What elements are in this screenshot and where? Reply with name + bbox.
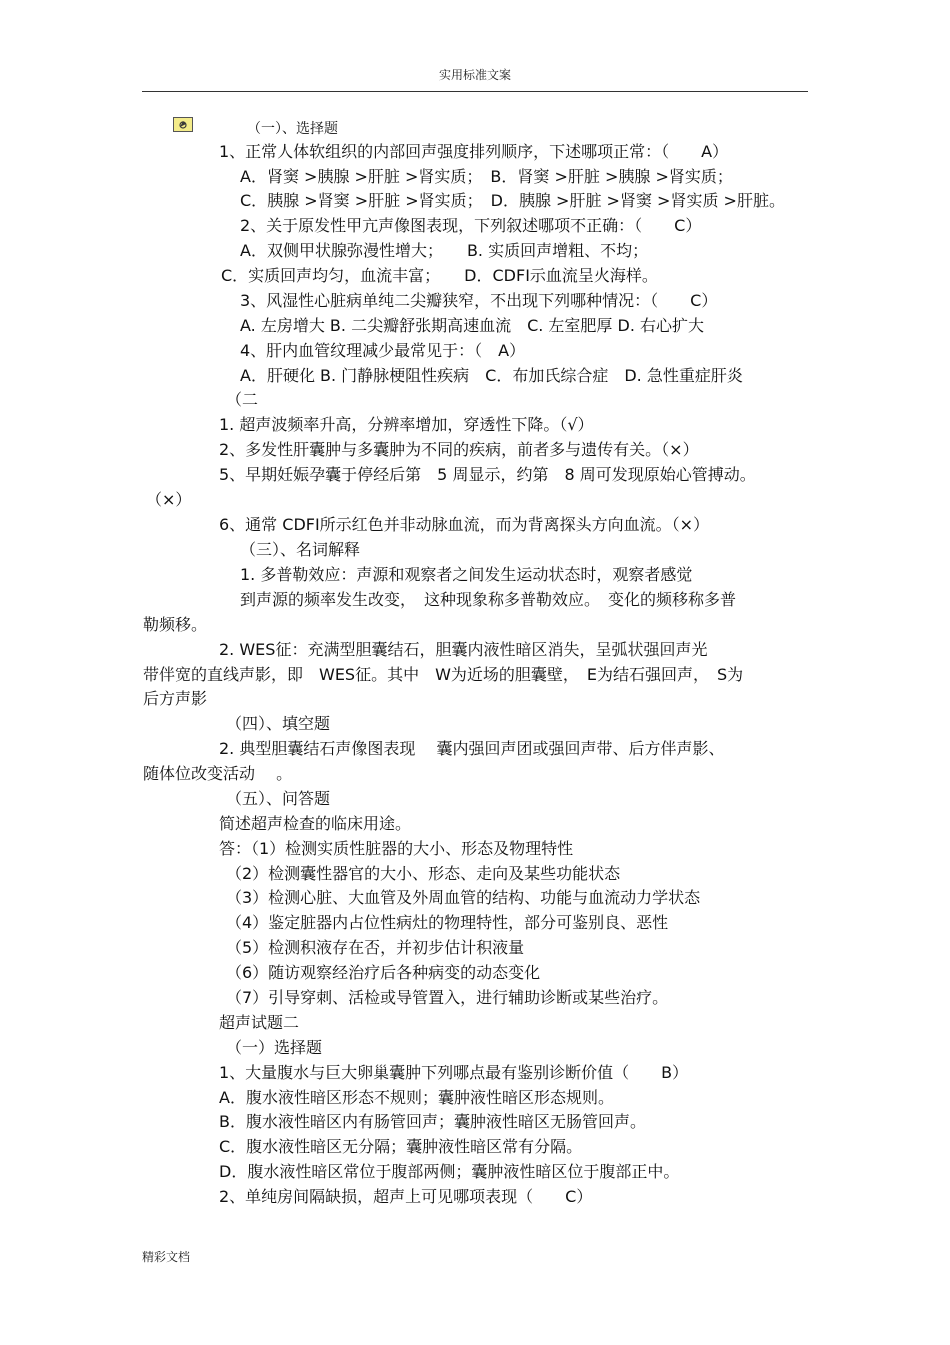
answer-4: （4）鉴定脏器内占位性病灶的物理特性，部分可鉴别良、恶性 [226, 913, 669, 932]
section-2-heading: （二 [226, 390, 259, 409]
header-divider [142, 91, 808, 92]
answer-5: （5）检测积液存在否，并初步估计积液量 [226, 938, 525, 957]
exam-2-option-d: D．腹水液性暗区常位于腹部两侧；囊肿液性暗区位于腹部正中。 [219, 1162, 680, 1181]
term-1-cont-2: 勒频移。 [143, 615, 208, 634]
page-header: 实用标准文案 [438, 68, 511, 82]
document-icon [173, 117, 193, 132]
page-footer: 精彩文档 [142, 1250, 191, 1264]
question-2: 2、关于原发性甲亢声像图表现，下列叙述哪项不正确：（ C） [240, 216, 702, 235]
answer-7: （7）引导穿刺、活检或导管置入，进行辅助诊断或某些治疗。 [226, 988, 669, 1007]
section-4-heading: （四）、填空题 [226, 714, 331, 733]
question-1-options-cd: C．胰腺 >肾窦 >肝脏 >肾实质； D．胰腺 >肝脏 >肾窦 >肾实质 >肝脏。 [240, 191, 785, 210]
essay-question: 简述超声检查的临床用途。 [219, 814, 412, 833]
question-3: 3、风湿性心脏病单纯二尖瓣狭窄，不出现下列哪种情况：（ C） [240, 291, 718, 310]
exam-2-option-b: B．腹水液性暗区内有肠管回声；囊肿液性暗区无肠管回声。 [219, 1112, 646, 1131]
question-4-options: A．肝硬化 B. 门静脉梗阻性疾病 C．布加氏综合症 D. 急性重症肝炎 [240, 366, 743, 385]
section-3-heading: （三）、名词解释 [240, 540, 361, 559]
term-1: 1. 多普勒效应：声源和观察者之间发生运动状态时，观察者感觉 [240, 565, 693, 584]
exam-2-title: 超声试题二 [219, 1013, 300, 1032]
fill-2-cont: 随体位改变活动 。 [143, 764, 293, 783]
term-2: 2. WES征：充满型胆囊结石，胆囊内液性暗区消失，呈弧状强回声光 [219, 640, 708, 659]
answer-1: 答：（1）检测实质性脏器的大小、形态及物理特性 [219, 839, 574, 858]
judgement-6: 6、通常 CDFI所示红色并非动脉血流，而为背离探头方向血流。（×） [219, 515, 710, 534]
answer-3: （3）检测心脏、大血管及外周血管的结构、功能与血流动力学状态 [226, 888, 701, 907]
question-2-options-ab: A．双侧甲状腺弥漫性增大； B. 实质回声增粗、不均； [240, 241, 649, 260]
exam-2-option-a: A．腹水液性暗区形态不规则；囊肿液性暗区形态规则。 [219, 1088, 614, 1107]
term-2-cont: 带伴宽的直线声影，即 WES征。其中 W为近场的胆囊壁， E为结石强回声， S为 [143, 665, 744, 684]
answer-2: （2）检测囊性器官的大小、形态、走向及某些功能状态 [226, 864, 621, 883]
fill-2: 2. 典型胆囊结石声像图表现 囊内强回声团或强回声带、后方伴声影、 [219, 739, 725, 758]
judgement-2: 2、多发性肝囊肿与多囊肿为不同的疾病，前者多与遗传有关。（×） [219, 440, 699, 459]
section-1-heading: （一）、选择题 [247, 121, 338, 137]
judgement-1: 1. 超声波频率升高，分辨率增加，穿透性下降。（√） [219, 415, 594, 434]
judgement-5-answer: （×） [146, 490, 192, 509]
exam-2-question-1: 1、大量腹水与巨大卵巢囊肿下列哪点最有鉴别诊断价值（ B） [219, 1063, 689, 1082]
answer-6: （6）随访观察经治疗后各种病变的动态变化 [226, 963, 541, 982]
judgement-5: 5、早期妊娠孕囊于停经后第 5 周显示，约第 8 周可发现原始心管搏动。 [219, 465, 756, 484]
term-2-cont-2: 后方声影 [143, 689, 208, 708]
question-1-options-ab: A．肾窦 >胰腺 >肝脏 >肾实质； B．肾窦 >肝脏 >胰腺 >肾实质； [240, 167, 733, 186]
question-3-options: A. 左房增大 B. 二尖瓣舒张期高速血流 C. 左室肥厚 D. 右心扩大 [240, 316, 704, 335]
question-4: 4、肝内血管纹理减少最常见于：（ A） [240, 341, 526, 360]
term-1-cont: 到声源的频率发生改变， 这种现象称多普勒效应。 变化的频移称多普 [240, 590, 737, 609]
section-5-heading: （五）、问答题 [226, 789, 331, 808]
exam-2-section-1-heading: （一）选择题 [226, 1038, 323, 1057]
exam-2-question-2: 2、单纯房间隔缺损，超声上可见哪项表现（ C） [219, 1187, 593, 1206]
question-2-options-cd: C．实质回声均匀，血流丰富； D．CDFI示血流呈火海样。 [221, 266, 658, 285]
exam-2-option-c: C．腹水液性暗区无分隔；囊肿液性暗区常有分隔。 [219, 1137, 583, 1156]
question-1: 1、正常人体软组织的内部回声强度排列顺序，下述哪项正常：（ A） [219, 142, 729, 161]
